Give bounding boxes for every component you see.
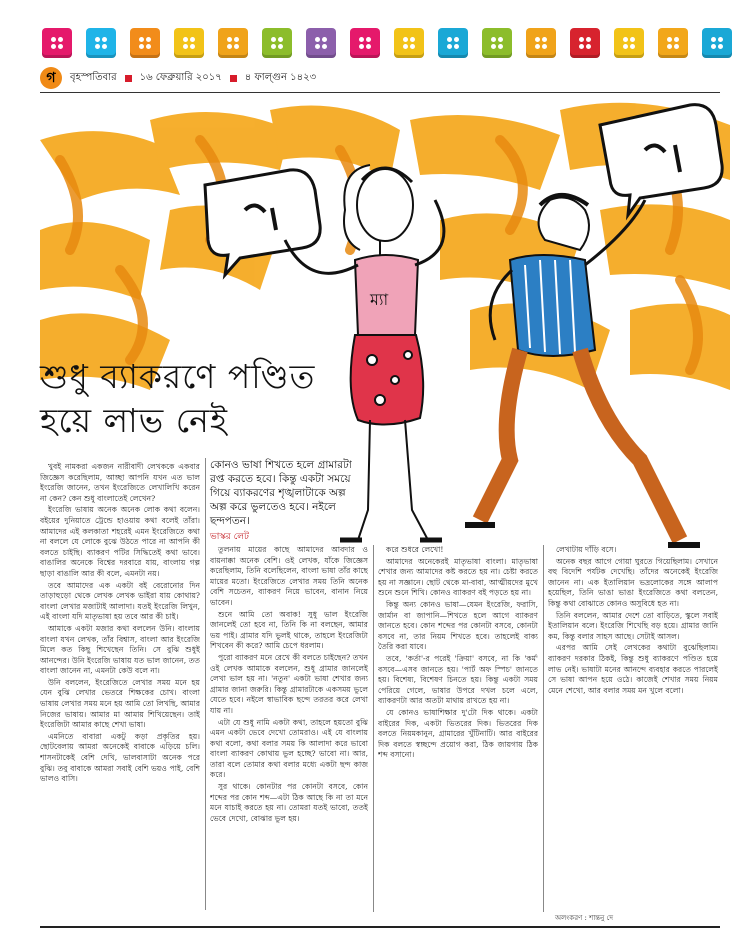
header-square-icon (230, 75, 237, 82)
paragraph: আমাদের অনেকেরই মাতৃভাষা বাংলা। মাতৃভাষা শেখার জন্য আমাদের কষ্ট করতে হয় না। চেষ্টা করতে হয় না সজ্ঞানে। ছোট থেকে মা-বাবা, আত্মীয়দের মুখে শুনে শুনে শিখি। কোনও ব্যাকরণ বই পড়তে হয় না। (378, 556, 538, 598)
decorative-button-icon (262, 28, 292, 58)
paragraph: যে কোনও ভাষাশিক্ষার দু'টো দিক থাকে। একটা বাইরের দিক, একটা ভিতরের দিক। ভিতরের দিক বলতে নিয়মকানুন, গ্রামারের খুঁটিনাটি। আর বাইরের দিক বলতে স্বচ্ছন্দে প্রয়োগ করা, ঠিক জায়গায় ঠিক শব্দ বসানো। (378, 707, 538, 760)
paragraph: অনেক বছর আগে গোয়া ঘুরতে গিয়েছিলাম। সেখানে বহু বিদেশি পর্যটক দেখেছি। তাঁদের অনেকেই ইংরেজি জানেন না। এক ইতালিয়ান ভদ্রলোকের সঙ্গে আলাপ হয়েছিল, তিনি ভাঙা ভাঙা ইংরেজিতে কথা বলতেন, কিন্তু কথা বোঝাতে কোনও অসুবিধে হত না। (548, 556, 718, 608)
paragraph: খুবই নামকরা একজন নারীবাদী লেখককে একবার জিজ্ঞেস করেছিলাম, আচ্ছা আপনি যখন এত ভাল ইংরেজি জানেন, তখন ইংরেজিতে লেখালিখি করেন না কেন? কেন শুধু বাংলাতেই লেখেন? (40, 462, 200, 503)
header-date-english: ১৬ ফেব্রুয়ারি ২০১৭ (139, 71, 222, 83)
paragraph: পুরো ব্যাকরণ মনে রেখে কী বলতে চাইছেন? তখন ওই লেখক আমাকে বললেন, শুধু গ্রামার জানলেই লেখা ভাল হয় না। 'নতুন' একটা ভাষা শেখার জন্য গ্রামার জানা জরুরি। কিন্তু গ্রামারটাকে একসময় ভুলে যেতে হবে। নইলে স্বাভাবিক ছন্দে তরতর করে লেখা যায় না। (210, 652, 368, 715)
pull-quote-text: কোনও ভাষা শিখতে হলে গ্রামারটা রপ্ত করতে হবে। কিন্তু একটা সময়ে গিয়ে ব্যাকরণের শৃঙ্খলাটাকে অল্প অল্প করে ভুলতেও হবে। নইলে ছন্দপতন। (210, 459, 352, 527)
paragraph: তবে আমাদের এক একটা বই বেরোনোর দিন তাড়াহুড়ো থেকে লেখক লেখক ভাইরা যায় কোথায়? বাংলা লেখার মজাটাই আলাদা। যতই ইংরেজি লিখুন, এই বাংলা যদি মাতৃভাষা হয় তবে আর কী চাই। (40, 580, 200, 622)
headline-line-2: হয়ে লাভ নেই (40, 401, 229, 440)
article-column-3 (378, 545, 538, 912)
paragraph: আমাকে একটা মজার কথা বললেন উনি। বাংলায় বাংলা যখন লেখক, তাঁর বিশ্বাস, বাংলা আর ইংরেজি মিলে কত কিছু শিখেছেন তিনি। সে বুঝি শুধুই আনন্দের। উনি ইংরেজি ভাষায় যত ভাল জানেন, তত বাংলা জানেন না, এমনটা কেউ বলে না। (40, 623, 200, 676)
decorative-button-icon (658, 28, 688, 58)
header-date-bengali: ৪ ফাল্গুন ১৪২৩ (244, 71, 317, 83)
article-column-4 (548, 545, 718, 912)
paragraph: কিন্তু অন্য কোনও ভাষা—যেমন ইংরেজি, ফরাসি, জার্মান বা জাপানি—শিখতে হলে আগে ব্যাকরণ জানতে হবে। কোন শব্দের পর কোনটা বসবে, কোনটা বসবে না, তার নিয়ম শিখতে হবে। তাহলেই বাক্য তৈরি করা যাবে। (378, 599, 538, 652)
paragraph: শুনে আমি তো অবাক! সুধু ভাল ইংরেজি জানলেই তো হবে না, তিনি কি না বলছেন, আমার ভয় পাই। গ্রামার যদি ভুলই থাকে, তাহলে ইংরেজিটা শিখবেন কী করে? আমি চেপে ধরলাম। (210, 609, 368, 651)
decorative-button-strip (42, 28, 732, 62)
pull-quote-author: ভাস্কর লেট (210, 532, 249, 542)
paragraph: এমনিতে বাবারা একটু কড়া প্রকৃতির হয়। ছোটবেলায় আমরা অনেকেই বাবাকে এড়িয়ে চলি। শাসনটাকেই বেশি দেখি, ভালবাসাটা অনেক পরে বুঝি। তবু বাবাকে আমরা সবাই বেশি ভয়ও পাই, বেশি ভালও বাসি। (40, 731, 200, 784)
headline-line-1: শুধু ব্যাকরণে পণ্ডিত (40, 357, 316, 396)
article-headline (40, 355, 370, 443)
article-column-2 (210, 545, 368, 912)
decorative-button-icon (482, 28, 512, 58)
header-weekday: বৃহস্পতিবার (70, 71, 117, 83)
decorative-button-icon (570, 28, 600, 58)
paragraph: তিনি বললেন, আমার দেশে তো বাড়িতে, স্কুলে সবাই ইতালিয়ান বলে। ইংরেজি শিখেছি বড় হয়ে। গ্রামার জানি কম, কিন্তু বলার সাহস আছে। সেটাই আসল। (548, 610, 718, 641)
header-divider (40, 92, 720, 93)
article-column-1 (40, 462, 200, 912)
decorative-button-icon (526, 28, 556, 58)
page-header (40, 66, 720, 90)
paragraph: এরপর আমি সেই লেখকের কথাটা বুঝেছিলাম। ব্যাকরণ দরকার ঠিকই, কিন্তু শুধু ব্যাকরণে পণ্ডিত হয়ে লাভ নেই। ভাষাটা মনের আনন্দে ব্যবহার করতে পারলেই সে ভাষা আপন হয়ে ওঠে। কাজেই শেখার সময় নিয়ম মেনে শেখো, আর বলার সময় মন খুলে বলো। (548, 643, 718, 695)
illustration-credit: অলংকরণ : শান্তনু দে (555, 914, 613, 922)
paragraph: তবে, 'কর্তা'-র পরেই 'ক্রিয়া' বসবে, না কি 'কর্ম' বসবে—এসব জানতে হয়। 'পার্ট অফ স্পিচ' জানতে হয়। বিশেষ্য, বিশেষণ চিনতে হয়। কিন্তু একটা সময় পেরিয়ে গেলে, ভাষার উপরে দখল চলে এলে, ব্যাকরণটা আর অতটা মাথায় রাখতে হয় না। (378, 653, 538, 706)
decorative-button-icon (350, 28, 380, 58)
decorative-button-icon (394, 28, 424, 58)
paragraph: করে শুধরে লেখো! (386, 545, 444, 554)
column-divider (373, 545, 374, 912)
decorative-button-icon (174, 28, 204, 58)
paragraph: তুলনায় মায়ের কাছে আমাদের আবদার ও বায়নাক্কা অনেক বেশি। ওই লেখক, যাঁকে জিজ্ঞেস করেছিলাম, তিনি বলেছিলেন, বাংলা ভাষা তাঁর কাছে মায়ের মতো। ইংরেজিতে লেখার সময় তিনি অনেক বেশি সচেতন, ব্যাকরণ নিয়ে ভাবেন, বানান নিয়ে ভাবেন। (210, 545, 368, 607)
svg-text:ম্যা: ম্যা (370, 290, 389, 309)
bottom-rule (40, 926, 720, 928)
paragraph: ইংরেজি ভাষায় অনেক অনেক লোক কথা বলেন। বইয়ের দুনিয়াতে ট্রেন্ডে হাওয়ায় কথা বলেই তাঁরা। আমাদের এই কলকাতা শহরেই এমন ইংরেজিতে কথা না বললে যে লোকে বুঝে উঠতে পারে না আপনি কী বলতে চাইছি। ব্যাকরণ পটির সিদ্ধিতেই কথা ভাবে। বাঙালির অনেকে বিশ্বের দরবারে যায়, বাংলায় গল্প ছাড়া বাঙালি আর কী বলে, এমনটা নয়। (40, 505, 200, 578)
section-logo: গ (40, 67, 62, 89)
pull-quote (210, 458, 358, 544)
decorative-button-icon (42, 28, 72, 58)
decorative-button-icon (306, 28, 336, 58)
paragraph: সুর থাকে। কোনটার পর কোনটা বসবে, কোন শব্দের পর কোন শব্দ—এটা ঠিক আছে কি না তা মনে মনে যাচাই করতে হয় না। তোমরা যতই ভাবো, ততই ভেবে দেখো, বোঝার ভুল হয়। (210, 782, 368, 823)
column-divider (205, 458, 206, 910)
decorative-button-icon (218, 28, 248, 58)
header-square-icon (125, 75, 132, 82)
decorative-button-icon (130, 28, 160, 58)
paragraph: উনি বললেন, ইংরেজিতে লেখার সময় মনে হয় যেন বুঝি লেখার ভেতরে শিক্ষকের চোখ। বাংলা ভাষায় লেখার সময় মনে হয় আমি তো লিখছি, আমার নিজের ভাষায়। আমার মা আমায় শিখিয়েছেন। তাই ইংরেজিটা আমার কাছে শেখা ভাষা। (40, 677, 200, 730)
column-divider (543, 545, 544, 912)
decorative-button-icon (702, 28, 732, 58)
decorative-button-icon (438, 28, 468, 58)
decorative-button-icon (86, 28, 116, 58)
paragraph: লেখাটায় দাঁড়ি বসে। (556, 545, 617, 554)
paragraph: এটা যে শুধু নামি একটা কথা, তাহলে হয়তো বুঝি এমন একটা ভেবে দেখো তোমরাও। এই যে বাংলায় কথা বলো, কথা বলার সময় কি আলাদা করে ভাবো বাংলা ব্যাকরণ কোথায় ভুল হচ্ছে? ভাবো না। আর, তারা বলে তোমার কথা বলার মধ্যে একটা ছন্দ কাজ করে। (210, 717, 368, 780)
decorative-button-icon (614, 28, 644, 58)
